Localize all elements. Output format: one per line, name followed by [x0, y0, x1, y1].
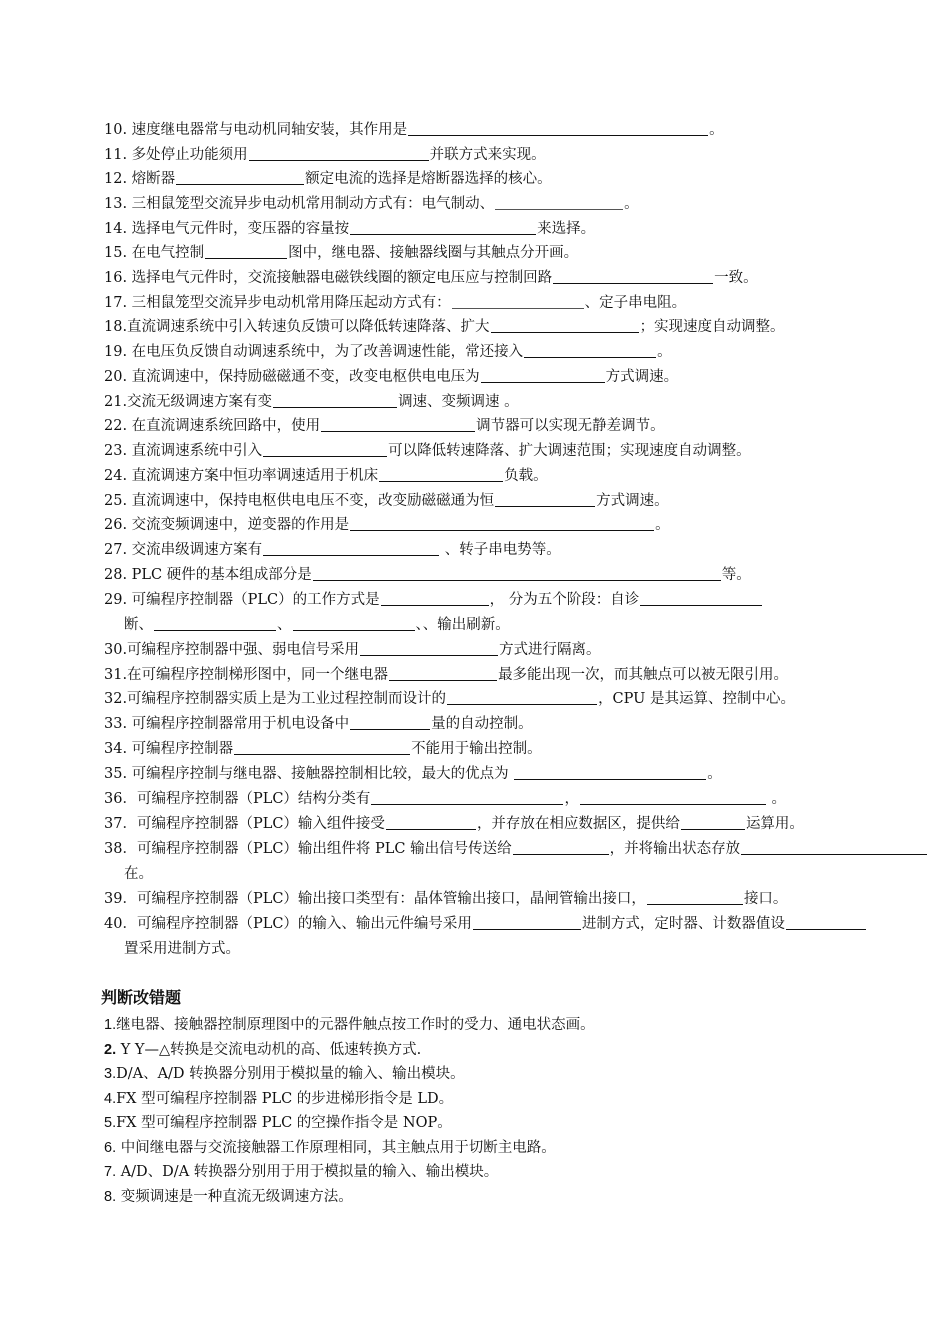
question — [104, 538, 852, 563]
question-text: 34. 可编程序控制器 — [104, 741, 234, 757]
answer-blank — [681, 813, 745, 830]
question-text: 接口。 — [743, 891, 788, 907]
question-text: 。 — [766, 791, 787, 807]
question-text: 36．可编程序控制器（PLC）结构分类有 — [104, 791, 371, 807]
question — [104, 687, 852, 712]
question-text: 、 — [415, 616, 423, 633]
question — [104, 663, 852, 688]
question — [104, 315, 852, 340]
judgment-text: 变频调速是一种直流无级调速方法。 — [116, 1189, 353, 1205]
question — [104, 887, 852, 912]
question-text: 22. 在直流调速系统回路中，使用 — [104, 418, 321, 434]
answer-blank — [647, 888, 743, 905]
question-text: 29. 可编程序控制器（PLC）的工作方式是 — [104, 592, 380, 608]
judgment-number: 1. — [104, 1017, 117, 1033]
question-text: 23. 直流调速系统中引入 — [104, 443, 263, 459]
answer-blank — [350, 713, 430, 730]
judgment-text: D/A、A/D 转换器分别用于模拟量的输入、输出模块。 — [116, 1066, 465, 1082]
answer-blank — [447, 688, 597, 705]
question — [104, 787, 852, 812]
judgment-item — [104, 1087, 453, 1112]
answer-blank — [273, 391, 397, 408]
question-text: 13. 三相鼠笼型交流异步电动机常用制动方式有：电气制动、 — [104, 196, 495, 212]
answer-blank — [524, 341, 656, 358]
question-text: 。 — [707, 766, 722, 782]
section-title-judgment: 判断改错题 — [101, 988, 182, 1007]
question-text: 量的自动控制。 — [431, 716, 533, 732]
answer-blank — [495, 490, 595, 507]
question — [104, 414, 852, 439]
question — [104, 291, 852, 316]
question-text: 27. 交流串级调速方案有 — [104, 542, 263, 558]
question-text: 39．可编程序控制器（PLC）输出接口类型有：晶体管输出接口，晶闸管输出接口， — [104, 891, 646, 907]
question-text: 18.直流调速系统中引入转速负反馈可以降低转速降落、扩大 — [104, 319, 490, 335]
answer-blank — [313, 564, 721, 581]
answer-blank — [389, 664, 497, 681]
question — [104, 712, 852, 737]
judgment-item — [104, 1038, 421, 1063]
judgment-number: 7. — [104, 1164, 117, 1180]
question — [104, 638, 852, 663]
question — [104, 118, 852, 143]
question-text: 11. 多处停止功能须用 — [104, 147, 248, 163]
question-text: 31.在可编程序控制梯形图中，同一个继电器 — [104, 667, 389, 683]
question-text: ；实现速度自动调整。 — [639, 319, 785, 335]
question — [104, 563, 852, 588]
question-text: 负载。 — [504, 468, 548, 484]
answer-blank — [176, 168, 304, 185]
question-text: 调节器可以实现无静差调节。 — [476, 418, 665, 434]
question-text: 14. 选择电气元件时，变压器的容量按 — [104, 221, 350, 237]
question-text: 37．可编程序控制器（PLC）输入组件接受 — [104, 816, 385, 832]
question-text: 来选择。 — [537, 221, 596, 237]
judgment-item — [104, 1062, 465, 1087]
answer-blank — [234, 738, 410, 755]
question-text: 38．可编程序控制器（PLC）输出组件将 PLC 输出信号传送给 — [104, 841, 512, 857]
answer-blank — [408, 119, 708, 136]
answer-blank — [386, 813, 476, 830]
question-text: 额定电流的选择是熔断器选择的核心。 — [305, 171, 552, 187]
question — [104, 365, 852, 390]
question-text: 进制方式。 — [167, 940, 240, 957]
answer-blank — [495, 193, 623, 210]
question-text: 等。 — [721, 567, 751, 583]
question-text: 并联方式来实现。 — [429, 147, 546, 163]
judgment-text: 中间继电器与交流接触器工作原理相同，其主触点用于切断主电路。 — [116, 1140, 556, 1156]
question-text: ，并存放在相应数据区，提供给 — [476, 816, 680, 832]
question-text: 10. 速度继电器常与电动机同轴安装，其作用是 — [104, 122, 408, 138]
question-text: 最多能出现一次，而其触点可以被无限引用。 — [498, 667, 789, 683]
judgment-number: 2. — [104, 1042, 117, 1058]
answer-blank — [452, 292, 584, 309]
answer-blank — [491, 316, 639, 333]
answer-blank — [350, 218, 536, 235]
answer-blank — [379, 465, 503, 482]
question — [104, 762, 852, 787]
judgment-text: 继电器、接触器控制原理图中的元器件触点按工作时的受力、通电状态画。 — [116, 1017, 595, 1033]
question — [104, 241, 852, 266]
question-text: 可以降低转速降落、扩大调速范围；实现速度自动调整。 — [388, 443, 751, 459]
judgment-number: 5. — [104, 1115, 117, 1131]
question — [104, 837, 852, 886]
judgment-number: 3. — [104, 1066, 117, 1082]
question-text: 不能用于输出控制。 — [411, 741, 542, 757]
answer-blank — [360, 639, 498, 656]
question-text: ， 分为五个阶段：自诊 — [489, 592, 640, 608]
question-text: 32.可编程序控制器实质上是为工业过程控制而设计的 — [104, 691, 447, 707]
question-text: 方式调速。 — [596, 493, 669, 509]
answer-blank — [580, 788, 766, 805]
answer-blank — [553, 267, 713, 284]
question — [104, 266, 852, 291]
question-text: 。 — [657, 344, 672, 360]
judgment-item — [104, 1160, 498, 1185]
question — [104, 912, 852, 961]
judgment-text: FX 型可编程序控制器 PLC 的空操作指令是 NOP。 — [116, 1115, 452, 1131]
question-text: 35. 可编程序控制与继电器、接触器控制相比较，最大的优点为 — [104, 766, 514, 782]
answer-blank — [293, 614, 415, 631]
question — [104, 143, 852, 168]
answer-blank — [371, 788, 563, 805]
answer-blank — [249, 144, 429, 161]
question-text: 16. 选择电气元件时，交流接触器电磁铁线圈的额定电压应与控制回路 — [104, 270, 553, 286]
judgment-item — [104, 1013, 595, 1038]
question — [104, 812, 852, 837]
answer-blank — [514, 763, 706, 780]
question — [104, 217, 852, 242]
judgment-number: 8. — [104, 1189, 117, 1205]
answer-blank — [381, 589, 489, 606]
question-text: 一致。 — [714, 270, 758, 286]
question — [104, 192, 852, 217]
question — [104, 167, 852, 192]
answer-blank — [321, 415, 475, 432]
answer-blank — [786, 913, 866, 930]
question-text: 、输出刷新。 — [422, 616, 510, 633]
question-text: 进制方式，定时器、计数器值设 — [581, 916, 785, 932]
question-text: 17. 三相鼠笼型交流异步电动机常用降压起动方式有： — [104, 295, 451, 311]
question-text: 调速、变频调速 。 — [398, 394, 519, 410]
question-text: 方式调速。 — [605, 369, 679, 385]
question — [104, 390, 852, 415]
answer-blank — [481, 366, 605, 383]
question-text: ，并将输出状态存放 — [609, 841, 741, 857]
answer-blank — [263, 539, 439, 556]
judgment-number: 4. — [104, 1091, 117, 1107]
question-text: 24. 直流调速方案中恒功率调速适用于机床 — [104, 468, 379, 484]
question-text: 40．可编程序控制器（PLC）的输入、输出元件编号采用 — [104, 916, 472, 932]
answer-blank — [513, 838, 609, 855]
question-text: 20. 直流调速中，保持励磁磁通不变，改变电枢供电电压为 — [104, 369, 480, 385]
judgment-text: FX 型可编程序控制器 PLC 的步进梯形指令是 LD。 — [116, 1091, 454, 1107]
judgment-text: Y Y—△转换是交流电动机的高、低速转换方式. — [116, 1042, 422, 1058]
answer-blank — [154, 614, 276, 631]
question-text: 断、 — [124, 616, 153, 633]
question — [104, 439, 852, 464]
question-text: 33. 可编程序控制器常用于机电设备中 — [104, 716, 350, 732]
question-text: 图中，继电器、接触器线圈与其触点分开画。 — [288, 245, 579, 261]
question-text: 30.可编程序控制器中强、弱电信号采用 — [104, 642, 360, 658]
question-text: 。 — [138, 865, 153, 882]
judgment-item — [104, 1185, 353, 1210]
judgment-text: A/D、D/A 转换器分别用于用于模拟量的输入、输出模块。 — [116, 1164, 499, 1180]
question-text: 28. PLC 硬件的基本组成部分是 — [104, 567, 312, 583]
question-text: 、定子串电阻。 — [584, 295, 687, 311]
answer-blank — [350, 514, 654, 531]
answer-blank — [263, 440, 387, 457]
answer-blank — [741, 838, 927, 855]
answer-blank — [640, 589, 762, 606]
question — [104, 588, 852, 637]
answer-blank — [205, 242, 287, 259]
question — [104, 737, 852, 762]
question-text: 置采用 — [124, 940, 168, 957]
question — [104, 489, 852, 514]
question-text: 方式进行隔离。 — [499, 642, 601, 658]
question-text: 在 — [124, 865, 139, 882]
question-text: 。 — [655, 517, 670, 533]
judgment-item — [104, 1111, 452, 1136]
question-text: 。 — [709, 122, 724, 138]
question — [104, 513, 852, 538]
question-text: 12. 熔断器 — [104, 171, 176, 187]
question — [104, 340, 852, 365]
question-text: 19. 在电压负反馈自动调速系统中，为了改善调速性能，常还接入 — [104, 344, 524, 360]
question-text: 26. 交流变频调速中，逆变器的作用是 — [104, 517, 350, 533]
judgment-number: 6. — [104, 1140, 117, 1156]
question-text: 运算用。 — [745, 816, 804, 832]
question-text: 21.交流无级调速方案有变 — [104, 394, 273, 410]
answer-blank — [473, 913, 581, 930]
question-text: 、 — [277, 616, 292, 633]
question-text: ，CPU 是其运算、控制中心。 — [598, 691, 795, 707]
question-text: 25. 直流调速中，保持电枢供电电压不变，改变励磁磁通为恒 — [104, 493, 495, 509]
question-text: ， — [564, 791, 579, 807]
question-text: 。 — [624, 196, 639, 212]
question-text: 15. 在电气控制 — [104, 245, 205, 261]
judgment-item — [104, 1136, 556, 1161]
question — [104, 464, 852, 489]
question-text: 、转子串电势等。 — [440, 542, 561, 558]
